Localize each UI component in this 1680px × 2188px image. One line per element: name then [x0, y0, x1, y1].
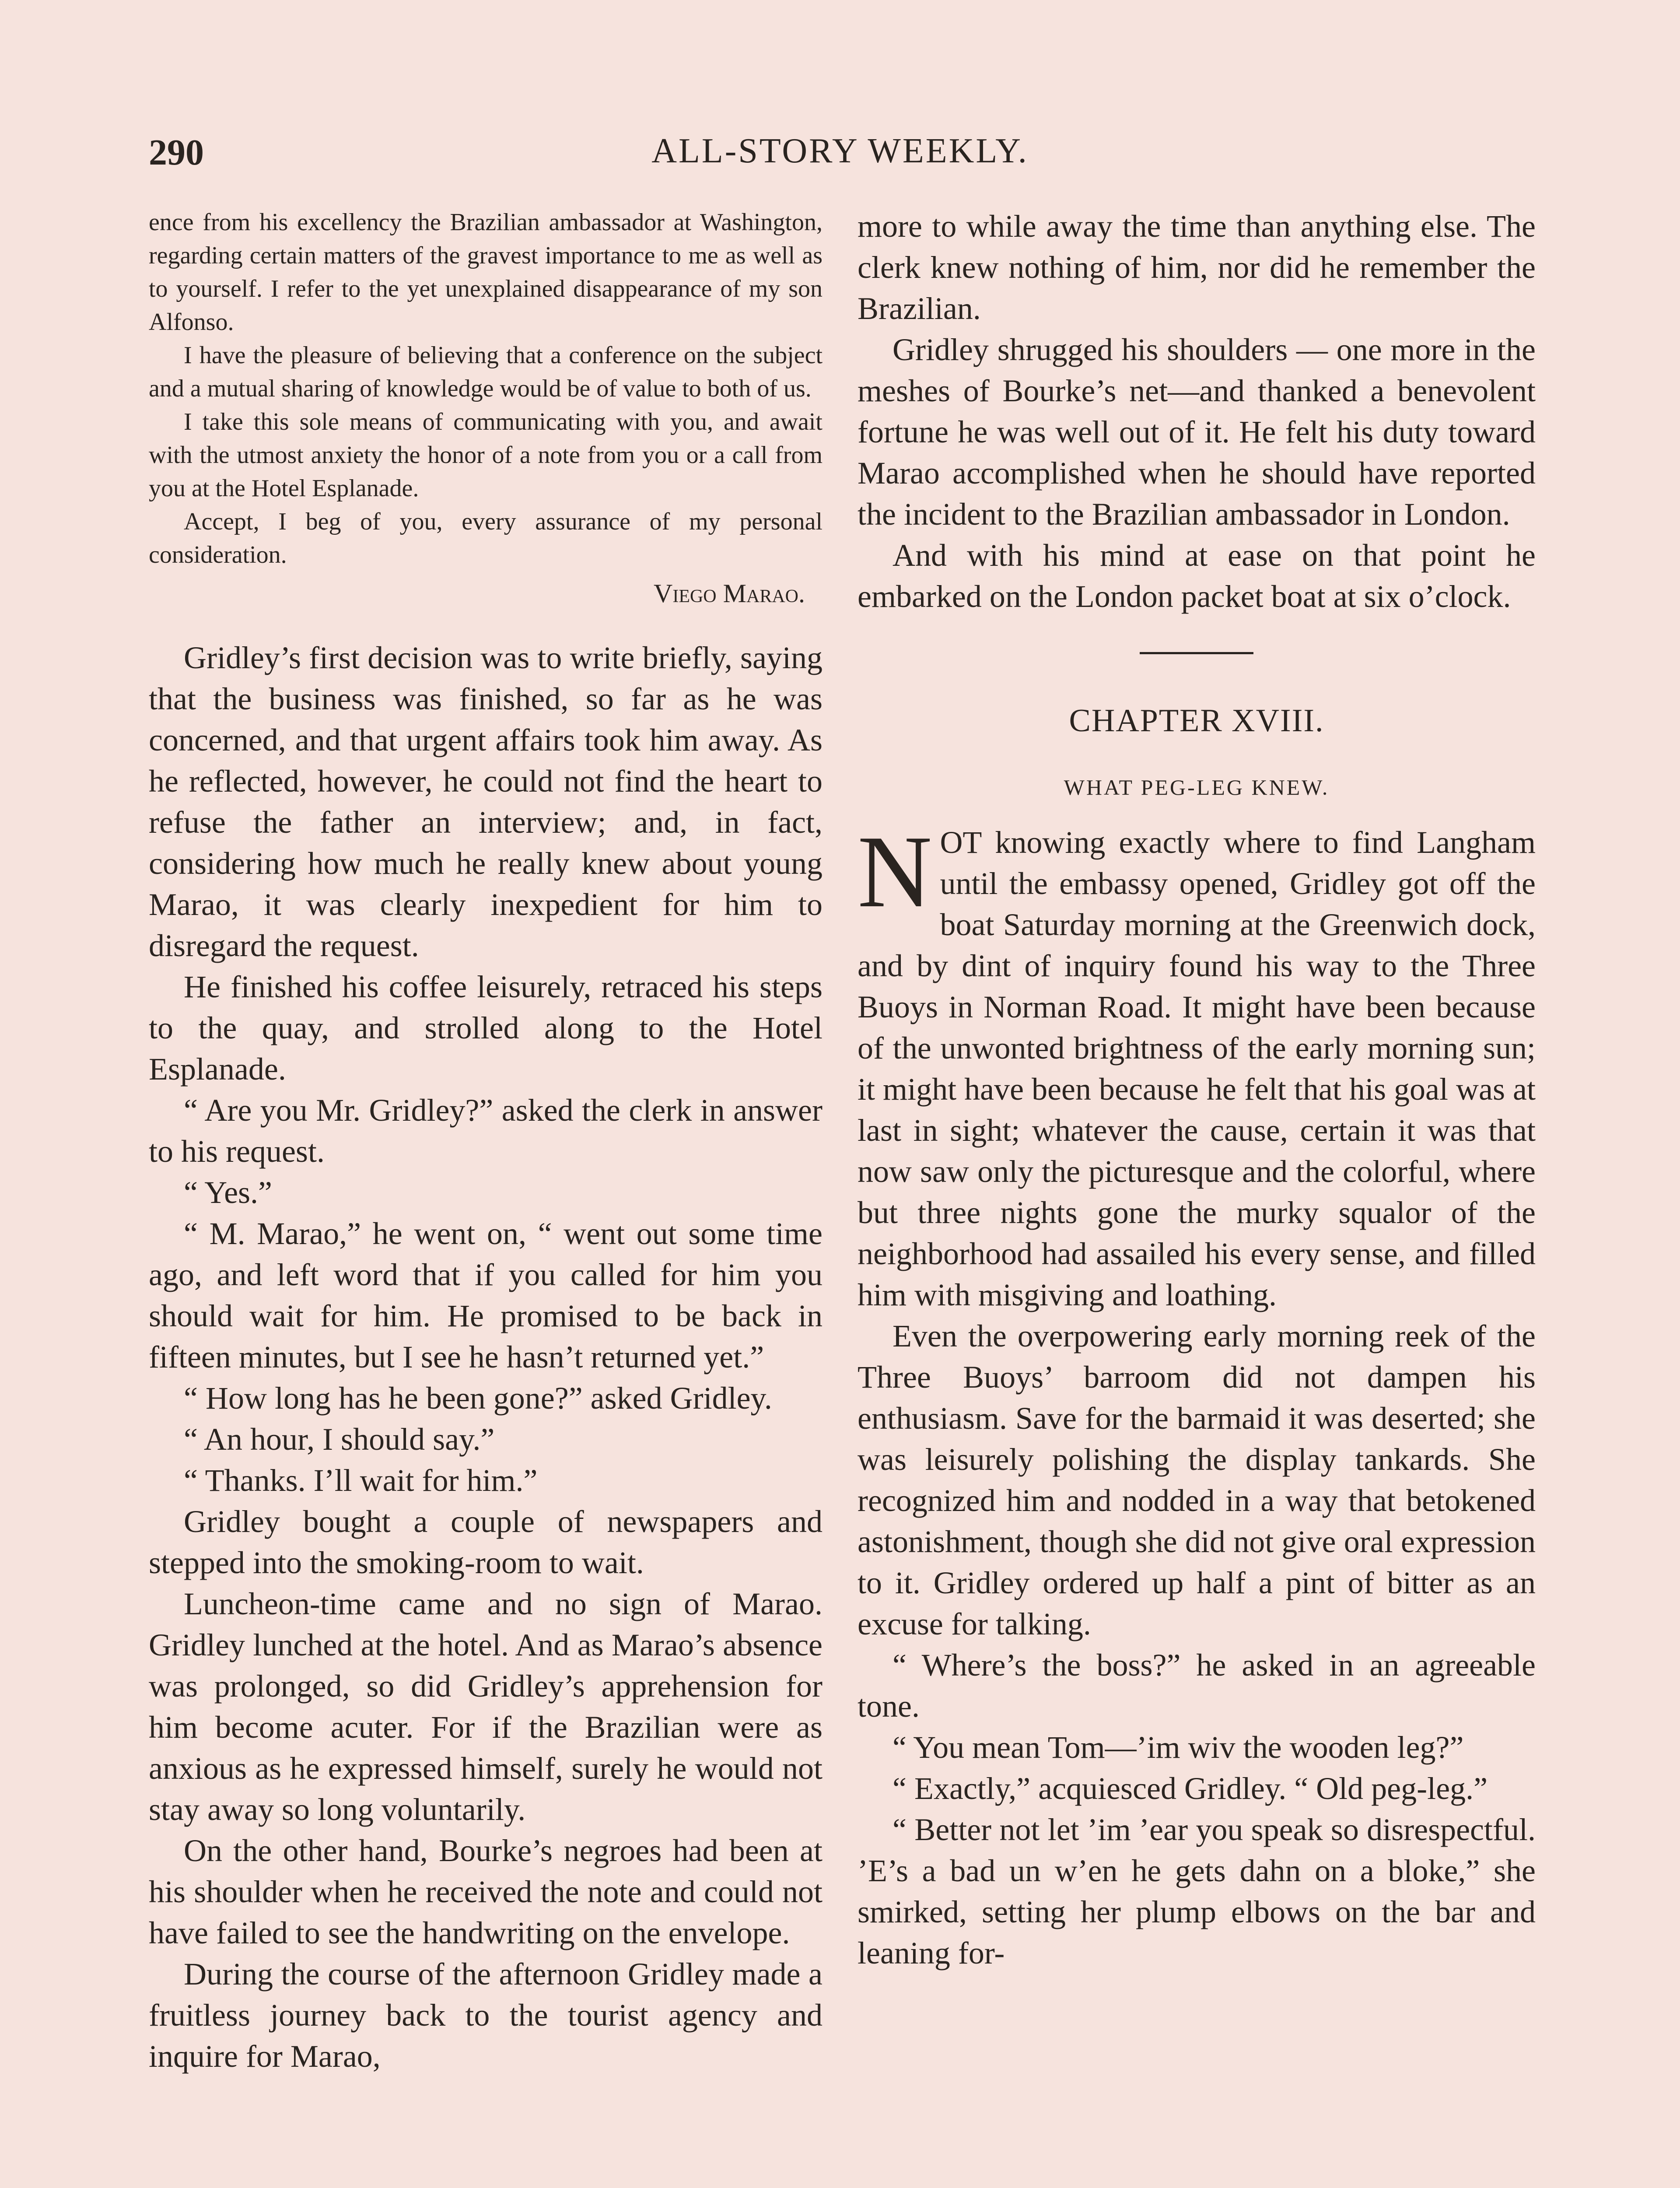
right-body-text-top — [858, 206, 1536, 617]
page-number: 290 — [149, 132, 204, 173]
paragraph: “ M. Marao,” he went on, “ went out some time ago, and left word that if you called for him you should wait for him. He promised to be back in fifteen minutes, but I see he hasn’t returned yet.” — [149, 1216, 822, 1375]
right-body-text-bottom — [858, 1315, 1536, 1974]
left-body-text — [149, 637, 822, 2077]
paragraph: “ Are you Mr. Gridley?” asked the clerk in answer to his request. — [149, 1093, 822, 1169]
paragraph: Gridley shrugged his shoulders — one more in the meshes of Bourke’s net—and thanked a benevolent fortune he was well out of it. He felt his duty toward Marao accomplished when he should have reported the incident to the Brazilian ambassador in London. — [858, 332, 1536, 532]
chapter-title: CHAPTER XVIII. — [1069, 703, 1324, 739]
opening-text: OT knowing exactly where to find Langham until the embassy opened, Gridley got off the boat Saturday morning at the Greenwich dock, and by dint of inquiry found his way to the Three Buoys in Norman Road. It might have been because of the unwonted brightness of the early morning sun; it might have been because he felt that his goal was at last in sight; whatever the cause, certain it was that now saw only the picturesque and the colorful, where but three nights gone the murky squalor of the neighborhood had assailed his every sense, and filled him with misgiving and loathing. — [858, 825, 1536, 1312]
paragraph: Luncheon-time came and no sign of Marao. Gridley lunched at the hotel. And as Marao’s absence was prolonged, so did Gridley’s apprehension for him become acuter. For if the Brazilian were as anxious as he expressed himself, surely he would not stay away so long voluntarily. — [149, 1586, 822, 1827]
section-divider — [1140, 652, 1253, 654]
letter-paragraph: I have the pleasure of believing that a conference on the subject and a mutual sharing of knowledge would be of value to both of us. — [149, 342, 822, 402]
paragraph: Gridley bought a couple of newspapers and stepped into the smoking-room to wait. — [149, 1504, 822, 1580]
drop-cap: N — [858, 815, 932, 929]
page-header — [0, 131, 1680, 184]
running-title: ALL-STORY WEEKLY. — [651, 132, 1029, 170]
letter-signature: Viego Marao. — [654, 579, 805, 608]
letter-paragraph: ence from his excellency the Brazilian ambassador at Washington, regarding certain matters of the gravest importance to me as well as to yourself. I refer to the yet unexplained disappearance of my son Alfonso. — [149, 209, 822, 336]
paragraph: And with his mind at ease on that point he embarked on the London packet boat at six o’clock. — [858, 538, 1536, 614]
paragraph: On the other hand, Bourke’s negroes had been at his shoulder when he received the note and could not have failed to see the handwriting on the envelope. — [149, 1833, 822, 1950]
letter-block — [149, 206, 822, 611]
right-column — [858, 206, 1536, 1974]
paragraph: “ How long has he been gone?” asked Gridley. — [184, 1381, 772, 1416]
paragraph: “ Where’s the boss?” he asked in an agreeable tone. — [858, 1648, 1536, 1724]
paragraph: more to while away the time than anything else. The clerk knew nothing of him, nor did he remember the Brazilian. — [858, 209, 1536, 326]
letter-paragraph: Accept, I beg of you, every assurance of my personal consideration. — [149, 508, 822, 568]
paragraph: “ Better not let ’im ’ear you speak so disrespectful. ’E’s a bad un w’en he gets dahn on a bloke,” she smirked, setting her plump elbows on the bar and leaning for- — [858, 1812, 1536, 1971]
paragraph: “ Exactly,” acquiesced Gridley. “ Old peg-leg.” — [892, 1771, 1488, 1806]
paragraph: Gridley’s first decision was to write briefly, saying that the business was finished, so far as he was concerned, and that urgent affairs took him away. As he reflected, however, he could not find the heart to refuse the father an interview; and, in fact, considering how much he really knew about young Marao, it was clearly inexpedient for him to disregard the request. — [149, 640, 822, 963]
letter-paragraph: I take this sole means of communicating with you, and await with the utmost anxiety the honor of a note from you or a call from you at the Hotel Esplanade. — [149, 408, 822, 502]
chapter-subtitle: WHAT PEG-LEG KNEW. — [1064, 775, 1330, 799]
paragraph: He finished his coffee leisurely, retraced his steps to the quay, and strolled along to the Hotel Esplanade. — [149, 969, 822, 1087]
paragraph: “ Thanks. I’ll wait for him.” — [184, 1463, 538, 1498]
left-column — [149, 206, 822, 2077]
paragraph: “ You mean Tom—’im wiv the wooden leg?” — [892, 1730, 1464, 1765]
paragraph: During the course of the afternoon Gridley made a fruitless journey back to the tourist agency and inquire for Marao, — [149, 1957, 822, 2074]
paragraph: “ Yes.” — [184, 1175, 273, 1210]
chapter-opening-paragraph — [858, 815, 1536, 1315]
paragraph: “ An hour, I should say.” — [184, 1422, 495, 1457]
paragraph: Even the overpowering early morning reek of the Three Buoys’ barroom did not dampen his enthusiasm. Save for the barmaid it was deserted; she was leisurely polishing the display tankards. She recognized him and nodded in a way that betokened astonishment, though she did not give oral expression to it. Gridley ordered up half a pint of bitter as an excuse for talking. — [858, 1318, 1536, 1641]
